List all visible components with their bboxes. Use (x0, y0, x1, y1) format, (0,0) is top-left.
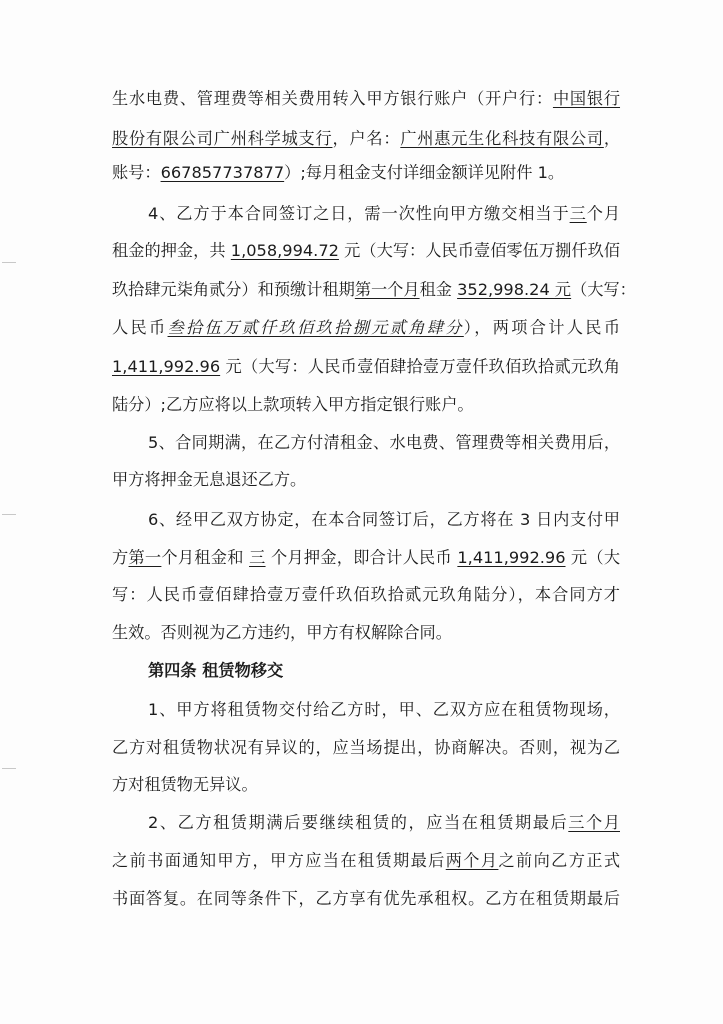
text-line (112, 392, 620, 418)
text-segment: 书面答复。在同等条件下，乙方享有优先承租权。乙方在租赁期最后 (112, 889, 620, 908)
text-segment: 方 (112, 548, 129, 567)
text-segment: 1、甲方将租赁物交付给乙方时，甲、乙双方应在租赁物现场， (148, 700, 620, 719)
text-line (112, 160, 620, 186)
text-line (148, 697, 620, 723)
text-segment: 元（大写：人民币壹佰零伍万捌仟玖佰 (338, 241, 620, 260)
text-line (112, 86, 620, 112)
text-line (148, 201, 620, 227)
text-line (112, 582, 620, 608)
text-segment: 写：人民币壹佰肆拾壹万壹仟玖佰玖拾贰元玖角陆分），本合同方才 (112, 585, 620, 604)
text-segment: 4、乙方于本合同签订之日，需一次性向甲方缴交相当于 (148, 204, 570, 223)
text-segment: 乙方对租赁物状况有异议的，应当场提出，协商解决。否则，视为乙 (112, 738, 620, 757)
text-line (148, 507, 620, 533)
text-segment: 2、乙方租赁期满后要继续租赁的，应当在租赁期最后 (148, 813, 569, 832)
text-segment: 账号： (112, 163, 161, 182)
text-segment: 玖拾肆元柒角贰分）和预缴计租期 (112, 280, 355, 299)
text-line (112, 886, 620, 912)
bank-name: 中国银行 (552, 89, 621, 108)
text-segment: 租金的押金，共 (112, 241, 231, 260)
text-line (112, 848, 620, 874)
text-segment: 之前书面通知甲方，甲方应当在租赁期最后 (112, 851, 446, 870)
text-segment: （大写： (571, 280, 636, 299)
text-segment: 6、经甲乙双方协定，在本合同签订后，乙方将在 3 日内支付甲 (148, 510, 620, 529)
text-segment: 生效。否则视为乙方违约，甲方有权解除合同。 (112, 623, 452, 642)
first-month: 第一 (128, 548, 162, 567)
text-line (112, 315, 620, 341)
deposit-months: 三 (249, 548, 266, 567)
section-heading (148, 658, 656, 684)
text-segment: 之前向乙方正式 (498, 851, 621, 870)
account-number: 667857737877 (160, 163, 285, 182)
text-segment: 甲方将押金无息退还乙方。 (112, 470, 307, 489)
text-line (112, 354, 620, 380)
scan-mark (2, 514, 16, 515)
text-segment: 5、合同期满，在乙方付清租金、水电费、管理费等相关费用后， (148, 433, 620, 452)
text-line (112, 772, 620, 798)
first-month: 第一个月 (354, 280, 420, 299)
total-amount: 1,411,992.96 (112, 357, 221, 376)
monthly-rent: 352,998.24 元 (457, 280, 572, 299)
text-segment: 人民币 (112, 318, 168, 337)
reply-period: 两个月 (445, 851, 499, 870)
text-line (112, 126, 620, 152)
text-segment: ）;每月租金支付详细金额详见附件 1。 (284, 163, 565, 182)
text-segment: 租金 (419, 280, 458, 299)
scan-mark (2, 768, 16, 769)
text-segment: 个月租金和 (161, 548, 250, 567)
text-segment: 方对租赁物无异议。 (112, 775, 258, 794)
text-segment: ，户名： (332, 129, 401, 148)
account-name: 广州惠元生化科技有限公司 (400, 129, 604, 148)
text-segment: 第四条 租赁物移交 (148, 661, 284, 680)
text-line (148, 810, 620, 836)
text-line (112, 467, 620, 493)
text-line (112, 277, 636, 303)
monthly-rent-words: 叁拾伍万贰仟玖佰玖拾捌元贰角肆分 (167, 318, 464, 337)
text-line (112, 238, 620, 264)
bank-branch: 股份有限公司广州科学城支行 (112, 129, 333, 148)
text-segment: 生水电费、管理费等相关费用转入甲方银行账户（开户行： (112, 89, 553, 108)
notice-period: 三个月 (568, 813, 620, 832)
scan-mark (2, 262, 16, 263)
text-segment: 元（大写：人民币壹佰肆拾壹万壹仟玖佰玖拾贰元玖角 (220, 357, 620, 376)
text-segment: ），两项合计人民币 (463, 318, 621, 337)
text-segment: 元（大 (565, 548, 621, 567)
text-line (112, 620, 620, 646)
total-amount: 1,411,992.96 (457, 548, 566, 567)
text-segment: ， (603, 129, 621, 148)
text-segment: 个月 (586, 204, 621, 223)
deposit-amount: 1,058,994.72 (230, 241, 339, 260)
text-line (112, 735, 620, 761)
deposit-months: 三 (569, 204, 587, 223)
text-segment: 个月押金，即合计人民币 (265, 548, 458, 567)
text-line (148, 430, 620, 456)
text-segment: 陆分）;乙方应将以上款项转入甲方指定银行账户。 (112, 395, 474, 414)
text-line (112, 545, 620, 571)
